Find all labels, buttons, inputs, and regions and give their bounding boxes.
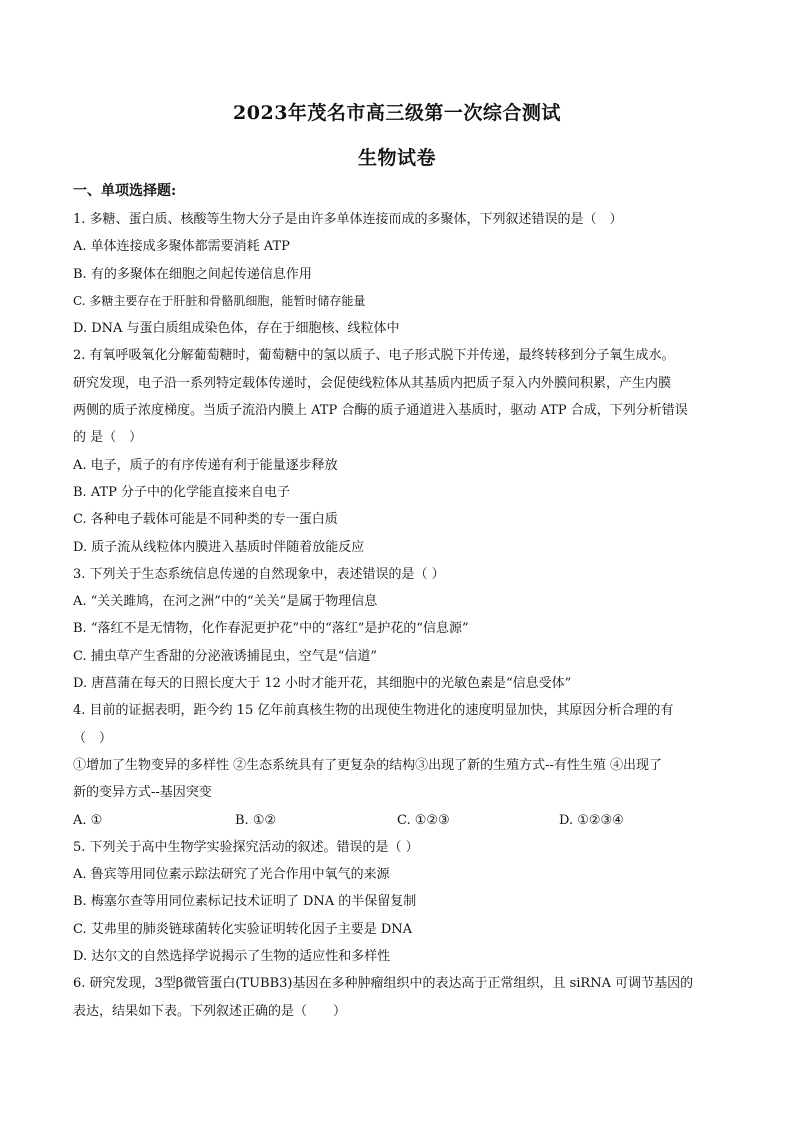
- q2-stem-line-3: 两侧的质子浓度梯度。当质子流沿内膜上 ATP 合酶的质子通道进入基质时，驱动 ATP 合成，下列分析错误: [73, 403, 688, 419]
- q2-option-a: A. 电子，质子的有序传递有利于能量逐步释放: [73, 457, 338, 473]
- q1-option-a: A. 单体连接成多聚体都需要消耗 ATP: [73, 239, 290, 255]
- q4-option-b: B. ①②: [235, 812, 277, 828]
- q5-option-c: C. 艾弗里的肺炎链球菌转化实验证明转化因子主要是 DNA: [73, 921, 413, 937]
- q6-stem-line-1: 6. 研究发现，3型β微管蛋白(TUBB3)基因在多种肿瘤组织中的表达高于正常组织，且 siRNA 可调节基因的: [73, 976, 694, 992]
- q1-option-d: D. DNA 与蛋白质组成染色体，存在于细胞核、线粒体中: [73, 321, 400, 337]
- q2-stem-line-1: 2. 有氧呼吸氧化分解葡萄糖时，葡萄糖中的氢以质子、电子形式脱下并传递，最终转移到分子氧生成水。: [73, 348, 675, 364]
- q4-options: [73, 807, 733, 834]
- q5-stem: 5. 下列关于高中生物学实验探究活动的叙述。错误的是（ ）: [73, 839, 419, 855]
- q4-option-a: A. ①: [73, 812, 103, 828]
- q4-stem-line-1: 4. 目前的证据表明，距今约 15 亿年前真核生物的出现使生物进化的速度明显加快，其原因分析合理的有: [73, 703, 674, 719]
- q1-option-c: C. 多糖主要存在于肝脏和骨骼肌细胞，能暂时储存能量: [73, 293, 366, 308]
- q4-option-c: C. ①②③: [397, 812, 450, 828]
- question-body: [73, 206, 733, 1025]
- q4-statements-line-1: ①增加了生物变异的多样性 ②生态系统具有了更复杂的结构③出现了新的生殖方式--有性生殖 ④出现了: [73, 757, 663, 773]
- q3-stem: 3. 下列关于生态系统信息传递的自然现象中，表述错误的是（ ）: [73, 566, 445, 582]
- q3-option-c: C. 捕虫草产生香甜的分泌液诱捕昆虫，空气是“信道”: [73, 648, 378, 664]
- q2-option-d: D. 质子流从线粒体内膜进入基质时伴随着放能反应: [73, 539, 365, 555]
- q4-stem-line-2: （ ）: [73, 730, 113, 746]
- q2-stem-line-4: 的 是（ ）: [73, 430, 143, 446]
- exam-title: 2023年茂名市高三级第一次综合测试: [233, 102, 561, 124]
- q1-option-b: B. 有的多聚体在细胞之间起传递信息作用: [73, 266, 312, 282]
- q2-option-b: B. ATP 分子中的化学能直接来自电子: [73, 484, 291, 500]
- q3-option-a: A. “关关雎鸠，在河之洲”中的“关关”是属于物理信息: [73, 594, 378, 610]
- q1-stem: 1. 多糖、蛋白质、核酸等生物大分子是由许多单体连接而成的多聚体，下列叙述错误的是（ ）: [73, 212, 623, 227]
- q3-option-b: B. “落红不是无情物，化作春泥更护花”中的“落红”是护花的“信息源”: [73, 621, 469, 637]
- exam-subtitle: 生物试卷: [357, 147, 436, 169]
- q4-option-d: D. ①②③④: [559, 812, 624, 828]
- q3-option-d: D. 唐菖蒲在每天的日照长度大于 12 小时才能开花，其细胞中的光敏色素是“信息受体”: [73, 676, 572, 692]
- section-heading: 一、单项选择题:: [73, 183, 177, 199]
- q4-statements-line-2: 新的变异方式--基因突变: [73, 785, 212, 801]
- q5-option-b: B. 梅塞尔查等用同位素标记技术证明了 DNA 的半保留复制: [73, 894, 417, 910]
- q2-stem-line-2: 研究发现，电子沿一系列特定载体传递时，会促使线粒体从其基质内把质子泵入内外膜间积累，产生内膜: [73, 375, 672, 391]
- q6-stem-line-2: 表达，结果如下表。下列叙述正确的是（ ）: [73, 1003, 347, 1019]
- q5-option-d: D. 达尔文的自然选择学说揭示了生物的适应性和多样性: [73, 949, 391, 965]
- q5-option-a: A. 鲁宾等用同位素示踪法研究了光合作用中氧气的来源: [73, 867, 390, 883]
- q2-option-c: C. 各种电子载体可能是不同种类的专一蛋白质: [73, 512, 338, 528]
